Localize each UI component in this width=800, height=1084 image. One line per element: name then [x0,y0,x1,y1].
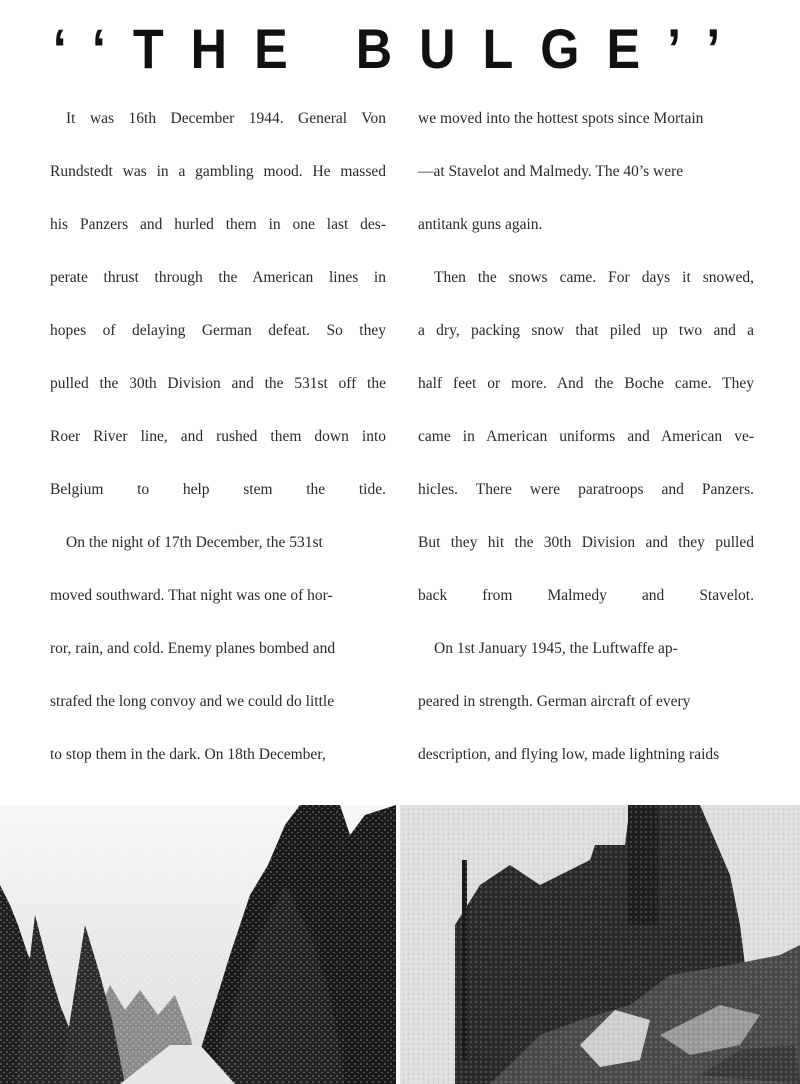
paragraph-stavelot-malmedy: we moved into the hottest spots since Mortain —at Stavelot and Malmedy. The 40’s were antitank guns again. [418,110,704,233]
right-column [418,92,754,781]
bombed-building-photo [400,805,800,1084]
forest-snow-photo [0,805,396,1084]
page-title: ‘‘THE BULGE’’ [52,17,748,80]
left-column [50,92,386,781]
paragraph-luftwaffe: On 1st January 1945, the Luftwaffe ap- peared in strength. German aircraft of every description, and flying low, made lightning raids [418,640,720,763]
paragraph-snows: Then the snows came. For days it snowed, a dry, packing snow that piled up two and a half feet or more. And the Boche came. They came in American uniforms and American ve- hicles. There were paratroops and Panzers. But they hit the 30th Division and they pulled back from Malmedy and Stavelot. [418,269,754,604]
paragraph-night-17th: On the night of 17th December, the 531st moved southward. That night was one of hor- ror, rain, and cold. Enemy planes bombed and strafed the long convoy and we could do little to stop them in the dark. On 18th December, [50,534,336,763]
paragraph-von-rundstedt: It was 16th December 1944. General Von Rundstedt was in a gambling mood. He massed his Panzers and hurled them in one last des- perate thrust through the American lines in hopes of delaying German defeat. So they pulled the 30th Division and the 531st off the Roer River line, and rushed them down into Belgium to help stem the tide. [50,110,386,498]
